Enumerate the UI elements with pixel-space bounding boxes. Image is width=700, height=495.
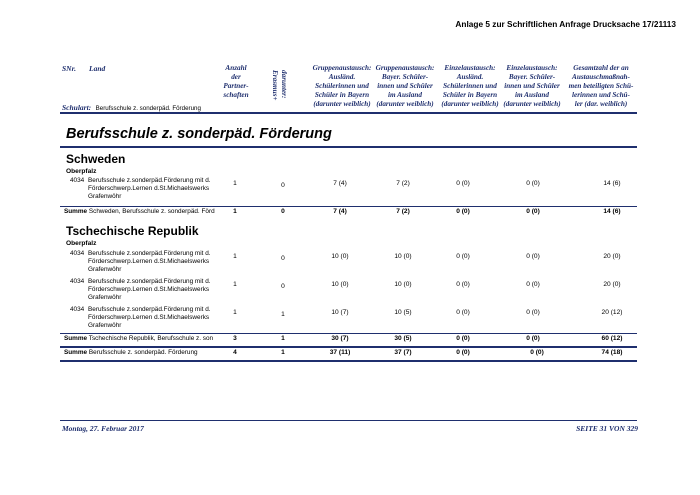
value-gesamt: 14 (6): [603, 180, 621, 187]
col-header-gesamt: Gesamtzahl der an Austauschmaßnah- men beteiligten Schü- lerinnen und Schü- ler (dar. weiblich): [568, 64, 634, 108]
value-grp-ausland: 10 (0): [331, 253, 349, 260]
total-text: Berufsschule z. sonderpäd. Förderung: [88, 349, 198, 356]
value-gesamt: 20 (0): [603, 253, 621, 260]
school-nr: 4034: [70, 278, 85, 285]
sum-rule: [60, 206, 637, 207]
sum-einz-ausland: 0 (0): [456, 335, 470, 342]
sum-partner: 3: [233, 335, 237, 342]
footer-page: SEITE 31 VON 329: [576, 424, 638, 433]
value-partner: 1: [233, 309, 237, 316]
section-title: Berufsschule z. sonderpäd. Förderung: [66, 126, 332, 142]
table-row: [60, 250, 640, 278]
sum-label: Summe: [64, 208, 88, 215]
school-name: Berufsschule z.sonderpäd.Förderung mit d. Förderschwerp.Lernen d.St.Michaelswerks Grafenwöhr: [88, 278, 211, 302]
region-label: Oberpfalz: [66, 168, 97, 175]
value-einz-bayer: 0 (0): [526, 253, 540, 260]
table-row: [60, 306, 640, 334]
header-snr: SNr.: [62, 64, 76, 73]
sum-row: [60, 208, 640, 218]
value-grp-ausland: 7 (4): [333, 180, 347, 187]
sum-partner: 1: [233, 208, 237, 215]
total-erasmus: 1: [281, 349, 285, 356]
value-einz-bayer: 0 (0): [526, 281, 540, 288]
school-nr: 4034: [70, 306, 85, 313]
sum-einz-ausland: 0 (0): [456, 208, 470, 215]
total-row: [60, 349, 640, 359]
total-label-wrap: [64, 349, 198, 357]
value-einz-bayer: 0 (0): [526, 180, 540, 187]
sum-grp-bayer: 30 (5): [394, 335, 412, 342]
col-header-partner: Anzahl der Partner- schaften: [223, 64, 249, 99]
sum-label-wrap: [64, 335, 213, 343]
col-header-einz-bayer: Einzelaustausch: Bayer. Schüler- innen und Schüler im Ausland (darunter weiblich): [503, 64, 561, 108]
value-einz-ausland: 0 (0): [456, 281, 470, 288]
sum-grp-bayer: 7 (2): [396, 208, 410, 215]
value-grp-bayer: 10 (5): [394, 309, 412, 316]
sum-einz-bayer: 0 (0): [526, 208, 540, 215]
header-land: Land: [89, 64, 106, 73]
country-title: Tschechische Republik: [66, 224, 199, 238]
total-einz-ausland: 0 (0): [456, 349, 470, 356]
col-header-grp-bayer: Gruppenaustausch: Bayer. Schüler- innen und Schüler im Ausland (darunter weiblich): [375, 64, 435, 108]
value-grp-bayer: 10 (0): [394, 281, 412, 288]
table-row: [60, 278, 640, 306]
total-grp-ausland: 37 (11): [329, 349, 351, 356]
value-einz-ausland: 0 (0): [456, 253, 470, 260]
school-name: Berufsschule z.sonderpäd.Förderung mit d. Förderschwerp.Lernen d.St.Michaelswerks Grafenwöhr: [88, 177, 211, 201]
section-rule: [60, 146, 637, 148]
school-name: Berufsschule z.sonderpäd.Förderung mit d. Förderschwerp.Lernen d.St.Michaelswerks Grafenwöhr: [88, 250, 211, 274]
sum-grp-ausland: 30 (7): [331, 335, 349, 342]
sum-label-wrap: [64, 208, 215, 216]
sum-label: Summe: [64, 335, 88, 342]
school-name: Berufsschule z.sonderpäd.Förderung mit d. Förderschwerp.Lernen d.St.Michaelswerks Grafenwöhr: [88, 306, 211, 330]
col-header-erasmus: darunter: Erasmus+: [271, 70, 288, 101]
total-rule-top: [60, 346, 637, 348]
value-partner: 1: [233, 253, 237, 260]
sum-text: Schweden, Berufsschule z. sonderpäd. Förd: [88, 208, 215, 215]
schulart-value: Berufsschule z. sonderpäd. Förderung: [95, 105, 201, 112]
total-einz-bayer: 0 (0): [530, 349, 544, 356]
value-grp-ausland: 10 (0): [331, 281, 349, 288]
value-einz-ausland: 0 (0): [456, 180, 470, 187]
value-erasmus: 0: [281, 283, 285, 290]
total-gesamt: 74 (18): [601, 349, 623, 356]
value-partner: 1: [233, 281, 237, 288]
value-erasmus: 0: [281, 182, 285, 189]
sum-rule: [60, 333, 637, 334]
country-title: Schweden: [66, 152, 126, 166]
table-row: [60, 177, 640, 207]
school-nr: 4034: [70, 250, 85, 257]
footer-rule: [60, 420, 637, 421]
sum-gesamt: 14 (6): [603, 208, 621, 215]
total-label: Summe: [64, 349, 88, 356]
col-header-grp-ausland: Gruppenaustausch: Ausländ. Schülerinnen und Schüler in Bayern (darunter weiblich): [312, 64, 372, 108]
value-gesamt: 20 (0): [603, 281, 621, 288]
sum-grp-ausland: 7 (4): [333, 208, 347, 215]
sum-gesamt: 60 (12): [601, 335, 623, 342]
value-partner: 1: [233, 180, 237, 187]
value-erasmus: 0: [281, 255, 285, 262]
sum-einz-bayer: 0 (0): [526, 335, 540, 342]
sum-erasmus: 1: [281, 335, 285, 342]
school-nr: 4034: [70, 177, 85, 184]
total-grp-bayer: 37 (7): [394, 349, 412, 356]
region-label: Oberpfalz: [66, 240, 97, 247]
sum-erasmus: 0: [281, 208, 285, 215]
value-grp-bayer: 10 (0): [394, 253, 412, 260]
sum-text: Tschechische Republik, Berufsschule z. son: [88, 335, 214, 342]
header-rule: [60, 112, 637, 114]
schulart-label: Schulart:: [62, 103, 92, 112]
total-partner: 4: [233, 349, 237, 356]
total-rule-bottom: [60, 360, 637, 362]
sum-row: [60, 335, 640, 345]
footer-date: Montag, 27. Februar 2017: [62, 424, 144, 433]
value-gesamt: 20 (12): [601, 309, 623, 316]
value-grp-bayer: 7 (2): [396, 180, 410, 187]
value-erasmus: 1: [281, 311, 285, 318]
col-header-einz-ausland: Einzelaustausch: Ausländ. Schülerinnen und Schüler in Bayern (darunter weiblich): [441, 64, 499, 108]
value-einz-ausland: 0 (0): [456, 309, 470, 316]
document-title: Anlage 5 zur Schriftlichen Anfrage Drucksache 17/21113: [455, 19, 676, 29]
value-einz-bayer: 0 (0): [526, 309, 540, 316]
value-grp-ausland: 10 (7): [331, 309, 349, 316]
